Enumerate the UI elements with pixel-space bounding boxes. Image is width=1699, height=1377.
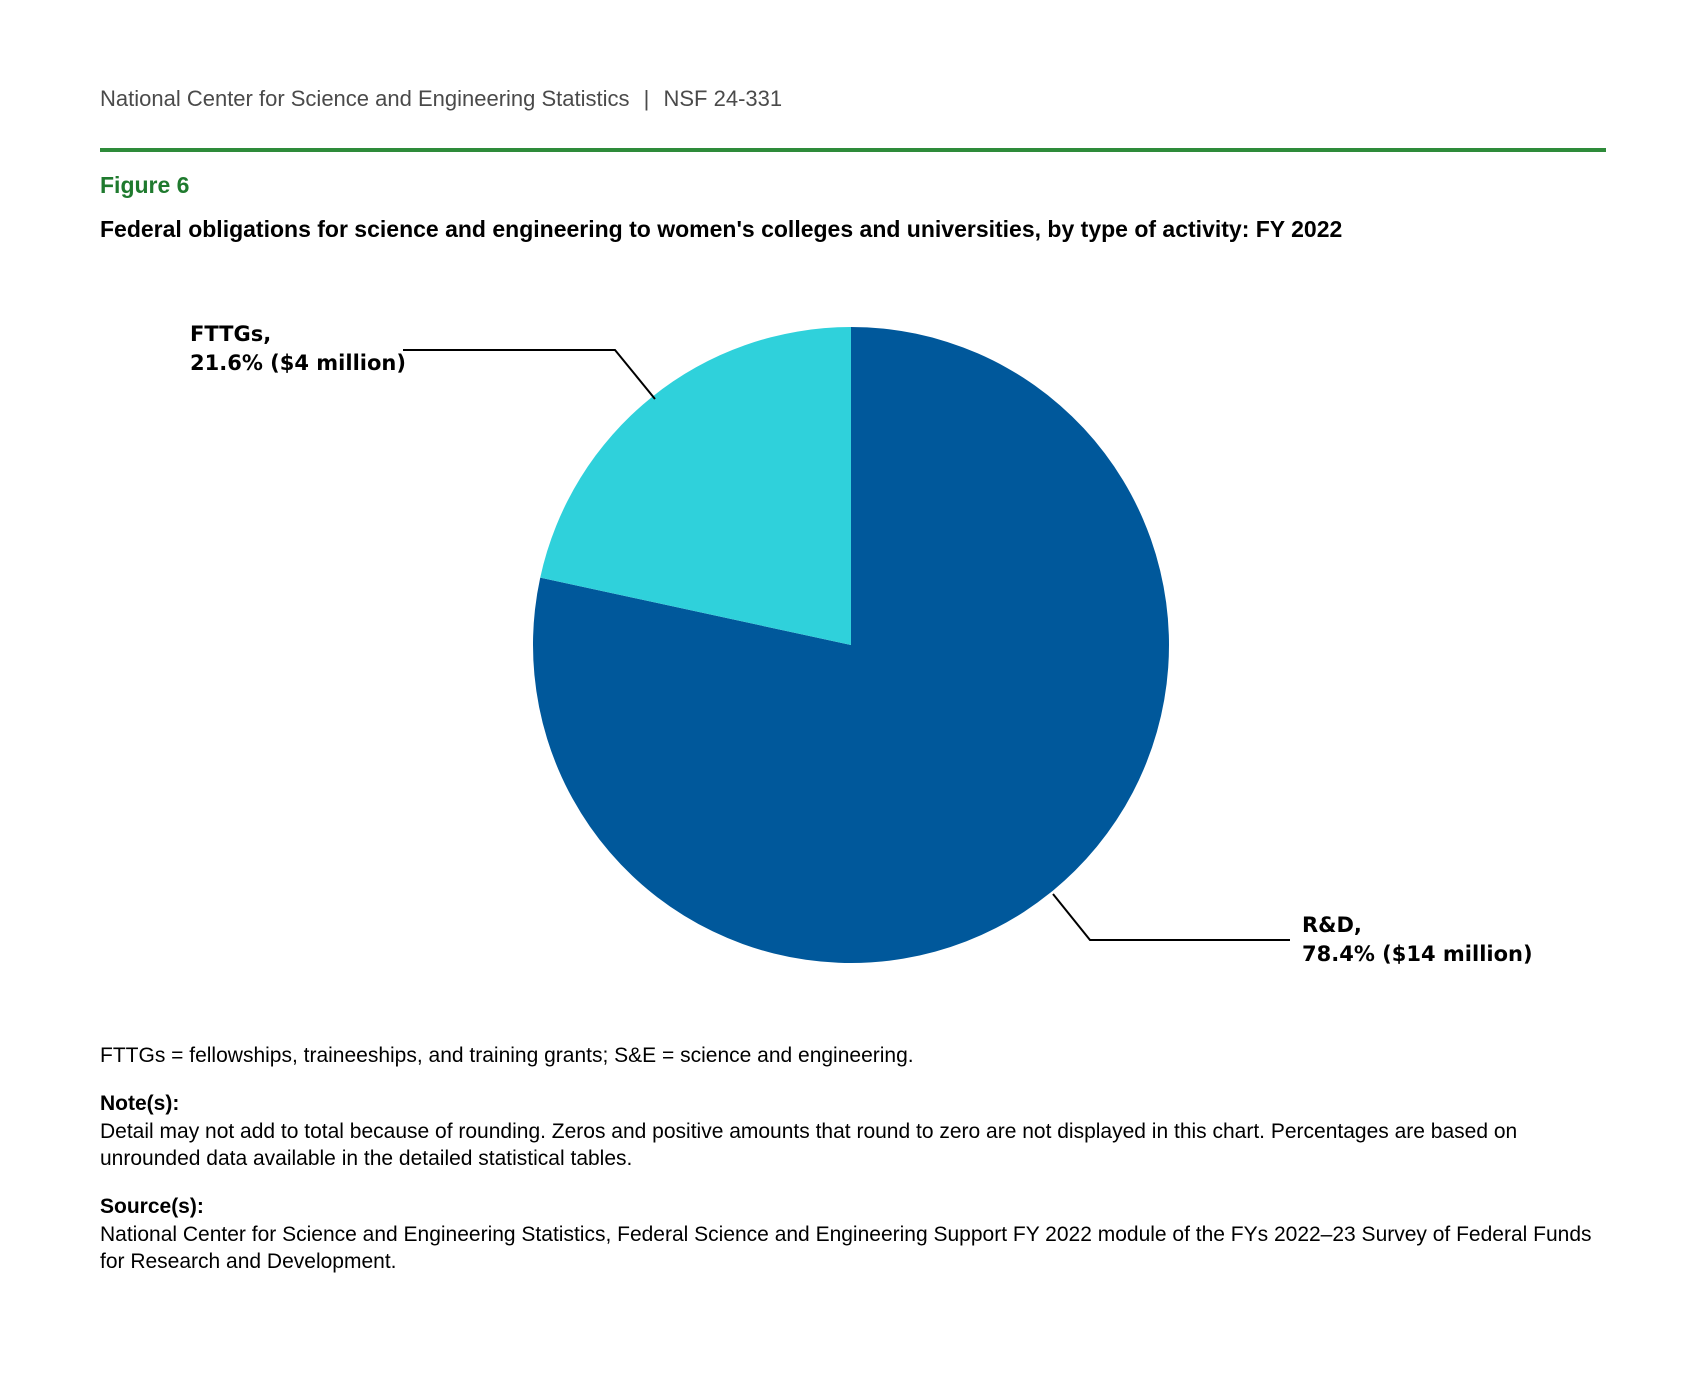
notes-text: Detail may not add to total because of rounding. Zeros and positive amounts that round to zero are not displayed in this chart. Percentages are based on unrounded data available in the detailed statistical tables. xyxy=(100,1120,1518,1170)
abbreviations: FTTGs = fellowships, traineeships, and training grants; S&E = science and engineering. xyxy=(100,1044,914,1067)
org-name: National Center for Science and Engineering Statistics xyxy=(100,86,630,111)
report-id: NSF 24-331 xyxy=(663,86,783,111)
slice-label-rd-name: R&D, xyxy=(1302,913,1362,937)
leader-line-fttgs xyxy=(403,350,655,399)
leader-line-rd xyxy=(1053,894,1290,940)
notes-heading: Note(s): xyxy=(100,1092,180,1115)
sources-text: National Center for Science and Engineering Statistics, Federal Science and Engineering Support FY 2022 module of the FYs 2022–23 Survey of Federal Funds for Research and Development. xyxy=(100,1223,1592,1273)
figure-title: Federal obligations for science and engineering to women's colleges and universities, by type of activity: FY 2022 xyxy=(100,216,1343,242)
slice-label-fttgs-name: FTTGs, xyxy=(190,322,272,346)
slice-label-rd-value: 78.4% ($14 million) xyxy=(1302,942,1533,966)
figure-label: Figure 6 xyxy=(100,172,190,198)
sources-heading: Source(s): xyxy=(100,1195,204,1218)
pie-slices xyxy=(533,327,1169,963)
header-separator: | xyxy=(643,86,650,111)
slice-label-fttgs-value: 21.6% ($4 million) xyxy=(190,351,406,375)
